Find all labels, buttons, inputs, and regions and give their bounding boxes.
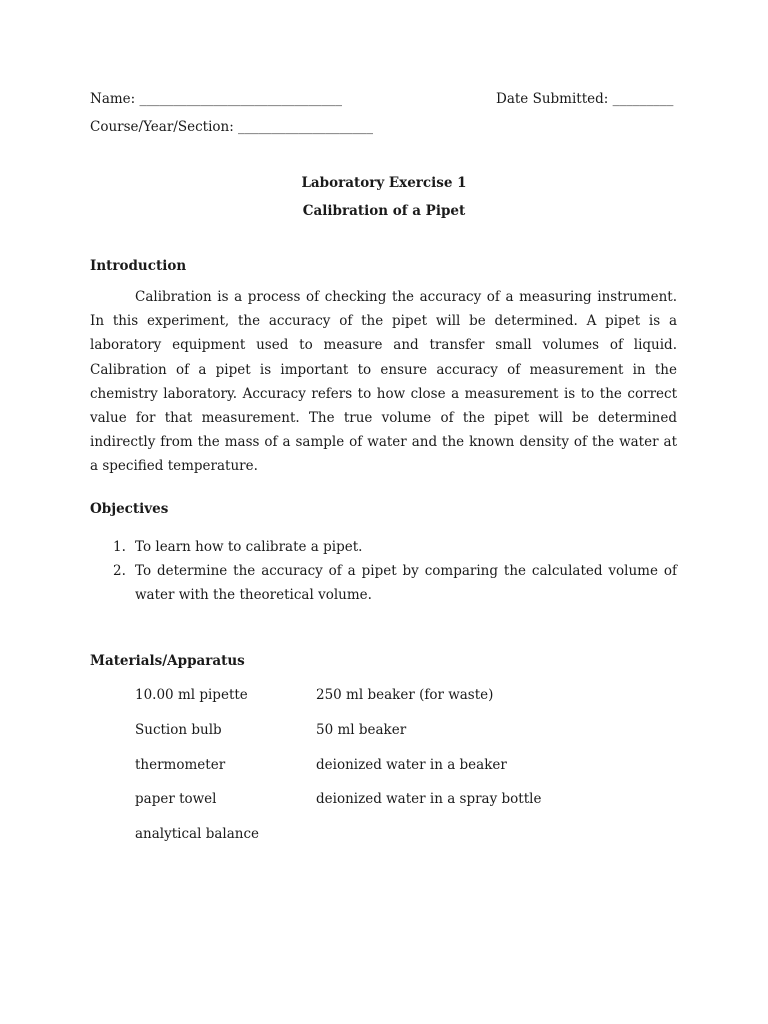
- date-submitted-field-line: Date Submitted: _________: [496, 91, 674, 107]
- material-item: paper towel: [135, 791, 217, 808]
- material-item: Suction bulb: [135, 721, 222, 738]
- materials-row: [135, 687, 635, 722]
- exercise-subtitle: Calibration of a Pipet: [302, 203, 466, 219]
- introduction-paragraph: Calibration is a process of checking the accuracy of a measuring instrument. In this experiment, the accuracy of the pipet will be determined. A pipet is a laboratory equipment used to measure and transfer small volumes of liquid. Calibration of a pipet is important to ensure accuracy of measurement in the chemistry laboratory. Accuracy refers to how close a measurement is to the correct value for that measurement. The true volume of the pipet will be determined indirectly from the mass of a sample of water and the known density of the water at a specified temperature.: [90, 289, 677, 475]
- objective-item: [90, 559, 677, 607]
- objective-number: 1.: [113, 539, 126, 555]
- objective-item: [90, 535, 677, 559]
- materials-row: [135, 757, 635, 792]
- material-item: analytical balance: [135, 826, 259, 843]
- objectives-list: [90, 535, 677, 608]
- objectives-heading: Objectives: [90, 501, 169, 517]
- materials-row: [135, 791, 635, 826]
- materials-row: [135, 722, 635, 757]
- material-item: 10.00 ml pipette: [135, 687, 248, 703]
- objective-text: To determine the accuracy of a pipet by comparing the calculated volume of water with the theoretical volume.: [135, 563, 677, 604]
- materials-list: [135, 687, 635, 861]
- materials-heading: Materials/Apparatus: [90, 653, 245, 669]
- material-item: deionized water in a beaker: [316, 756, 507, 773]
- material-item: 250 ml beaker (for waste): [316, 687, 494, 703]
- materials-row: [135, 826, 635, 861]
- name-field-line: Name: ______________________________: [90, 91, 342, 107]
- objective-text: To learn how to calibrate a pipet.: [135, 539, 363, 555]
- material-item: deionized water in a spray bottle: [316, 791, 542, 808]
- introduction-heading: Introduction: [90, 258, 187, 274]
- course-year-section-field-line: Course/Year/Section: ____________________: [90, 119, 374, 135]
- material-item: thermometer: [135, 756, 226, 773]
- material-item: 50 ml beaker: [316, 721, 407, 738]
- exercise-title: Laboratory Exercise 1: [301, 175, 467, 191]
- objective-number: 2.: [113, 563, 126, 580]
